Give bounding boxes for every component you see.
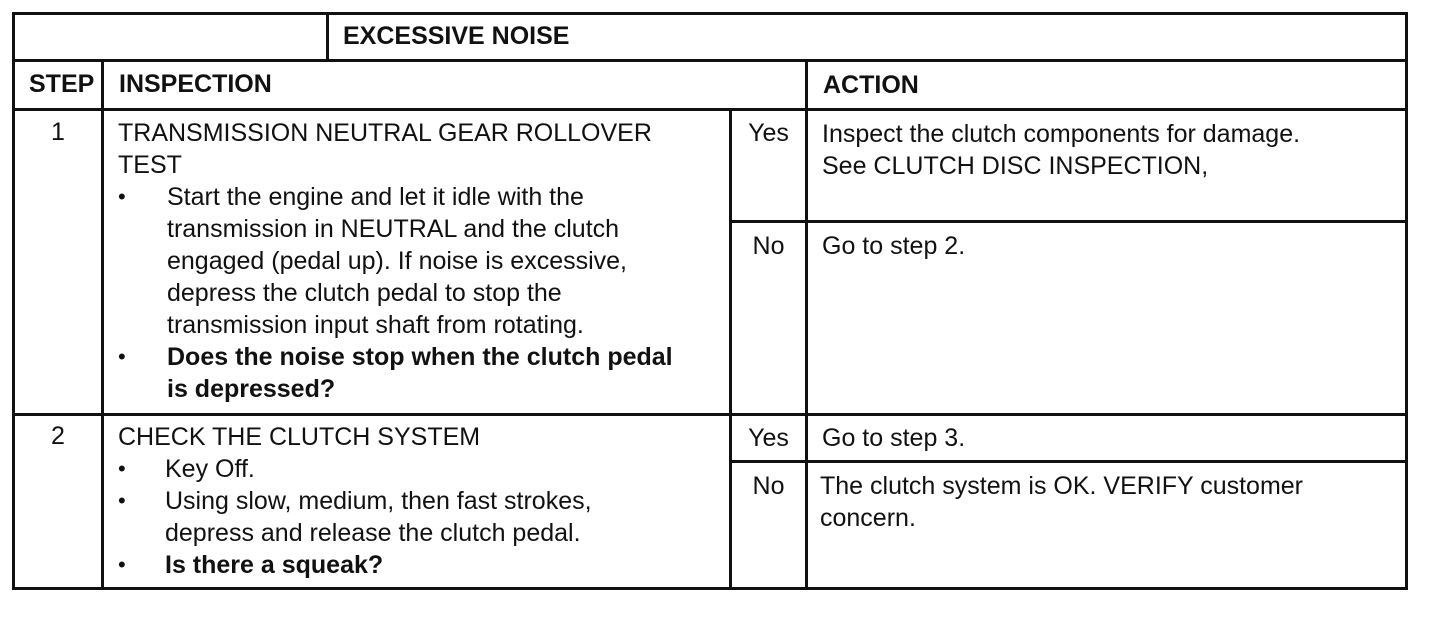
inspection-bullet-line: Start the engine and let it idle with the (167, 183, 584, 211)
rule-answer-column (729, 110, 732, 590)
inspection-title-line: CHECK THE CLUTCH SYSTEM (118, 423, 481, 451)
inspection-question-line: Does the noise stop when the clutch pedal (167, 343, 673, 371)
action-line: Inspect the clutch components for damage. (822, 120, 1301, 148)
border-bottom (12, 587, 1408, 590)
inspection-bullet-line: Using slow, medium, then fast strokes, (165, 487, 592, 515)
inspection-bullet-line: transmission input shaft from rotating. (167, 311, 584, 339)
header-inspection: INSPECTION (119, 70, 272, 98)
inspection-bullet-line: engaged (pedal up). If noise is excessive, (167, 247, 627, 275)
answer-yes: Yes (748, 119, 789, 147)
bullet-dot: • (118, 488, 126, 513)
answer-yes: Yes (748, 424, 789, 452)
action-line: Go to step 3. (822, 424, 966, 452)
inspection-question-line: is depressed? (167, 375, 336, 403)
rule-step2-answers (729, 460, 1408, 463)
header-action: ACTION (823, 71, 919, 99)
inspection-question-line: Is there a squeak? (165, 551, 384, 579)
border-left (12, 12, 15, 590)
answer-no: No (752, 472, 785, 500)
table-title: EXCESSIVE NOISE (343, 22, 570, 50)
rule-step1-answers (729, 220, 1408, 223)
action-line: The clutch system is OK. VERIFY customer (820, 472, 1304, 500)
inspection-title-line: TRANSMISSION NEUTRAL GEAR ROLLOVER (118, 119, 652, 147)
rule-under-title (12, 59, 1408, 62)
step-number: 1 (51, 118, 65, 146)
rule-action-column (805, 60, 808, 590)
action-line: Go to step 2. (822, 232, 966, 260)
rule-under-header (12, 108, 1408, 111)
inspection-bullet-line: Key Off. (165, 455, 255, 483)
inspection-bullet-line: depress the clutch pedal to stop the (167, 279, 562, 307)
inspection-bullet-line: depress and release the clutch pedal. (165, 519, 581, 547)
bullet-dot: • (118, 184, 126, 209)
bullet-dot: • (118, 552, 126, 577)
border-top (12, 12, 1408, 15)
border-right (1405, 12, 1408, 590)
diagnostic-table (12, 12, 1408, 590)
step-number: 2 (51, 422, 65, 450)
inspection-title-line: TEST (118, 151, 182, 179)
rule-between-steps (12, 413, 1408, 416)
bullet-dot: • (118, 456, 126, 481)
action-line: concern. (820, 504, 916, 532)
action-line: See CLUTCH DISC INSPECTION, (822, 152, 1209, 180)
answer-no: No (752, 232, 785, 260)
inspection-bullet-line: transmission in NEUTRAL and the clutch (167, 215, 620, 243)
rule-title-left (326, 12, 329, 60)
header-step: STEP (29, 70, 95, 98)
bullet-dot: • (118, 344, 126, 369)
